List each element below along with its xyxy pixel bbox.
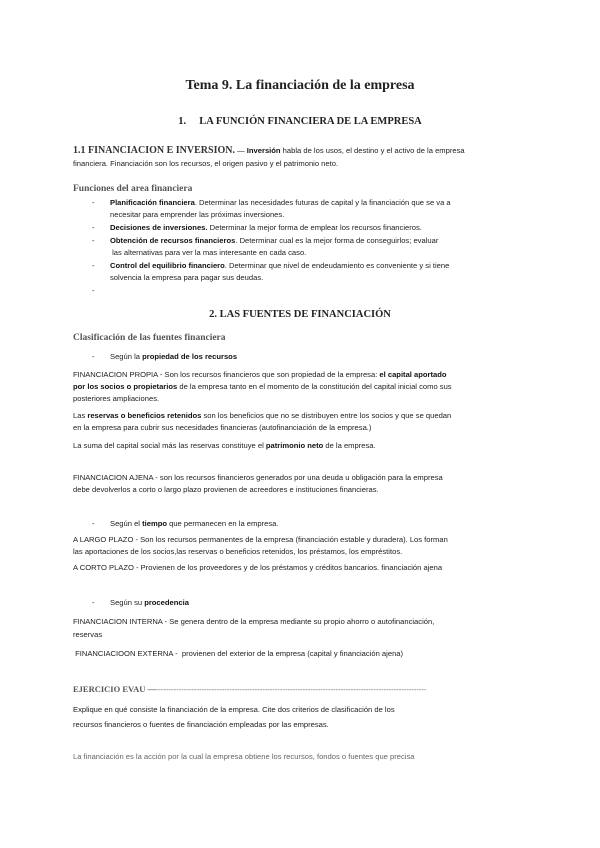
list-item-text: Determinar la mejor forma de emplear los recursos financieros.: [207, 223, 422, 232]
subsection-1-1-dash: —: [234, 146, 247, 155]
reservas-paragraph: [73, 410, 533, 421]
list-item-line2: solvencia la empresa para pagar sus deudas.: [110, 273, 264, 282]
financiacion-propia: [73, 369, 533, 380]
bullet-dash: -: [92, 236, 95, 245]
list-item-text: . Determinar cual es la mejor forma de conseguirlos; evaluar: [235, 236, 439, 245]
bullet-dash: -: [92, 198, 95, 207]
financiacion-ajena: [73, 472, 533, 483]
cp-text: - Provienen de los proveedores y de los préstamos y créditos bancarios. financiación ajena: [133, 563, 443, 572]
criterion-bold: propiedad de los recursos: [142, 352, 238, 361]
financiacion-interna-line2: reservas: [73, 630, 103, 639]
list-item-bold: Control del equilibrio financiero: [110, 261, 225, 270]
ejercicio-heading-line: [73, 684, 533, 695]
fa-label: FINANCIACION AJENA: [73, 473, 154, 482]
bullet-dash: -: [92, 261, 95, 270]
section-2-heading: 2. LAS FUENTES DE FINANCIACIÓN: [209, 309, 391, 320]
fa-text: - son los recursos financieros generados por una deuda u obligación para la empresa: [153, 473, 443, 482]
fe-label: FINANCIACIOON EXTERNA: [73, 649, 173, 658]
financiacion-interna: [73, 616, 533, 627]
list-item: [110, 260, 510, 271]
fe-text: - provienen del exterior de la empresa (capital y financiación ajena): [173, 649, 404, 658]
fi-text: - Se genera dentro de la empresa mediante su propio ahorro o autofinanciación,: [162, 617, 435, 626]
list-item: [110, 235, 510, 246]
fp-bold: el capital aportado: [379, 370, 447, 379]
res-text: son los beneficios que no se distribuyen entre los socios y que se quedan: [201, 411, 452, 420]
suma-pre: La suma del capital social más las reservas constituye el: [73, 441, 266, 450]
suma-bold: patrimonio neto: [265, 441, 324, 450]
list-item-bold: Planificación financiera: [110, 198, 195, 207]
ejercicio-rule: -----------------------------------------------------------------------------------------------------------: [155, 685, 427, 694]
list-item: [110, 222, 510, 233]
ejercicio-question-line2: recursos financieros o fuentes de financiación empleadas por las empresas.: [73, 720, 329, 729]
list-item-bold: Decisiones de inversiones.: [110, 223, 208, 232]
criterion-propiedad: [110, 351, 510, 362]
criterion-bold: tiempo: [142, 519, 167, 528]
fp-label: FINANCIACION PROPIA: [73, 370, 158, 379]
bullet-dash: -: [92, 598, 95, 607]
fi-label: FINANCIACION INTERNA: [73, 617, 163, 626]
clasificacion-heading: Clasificación de las fuentes financiera: [73, 333, 226, 343]
lp-text: - Son los recursos permanentes de la empresa (financiación estable y duradera). Los forman: [133, 535, 448, 544]
list-item-line2: las alternativas para ver la mas interesante en cada caso.: [110, 248, 307, 257]
inversion-term: Inversión: [246, 146, 281, 155]
list-item: [110, 197, 510, 208]
fp-bold2: por los socios o propietarios: [73, 382, 178, 391]
res-pre: Las: [73, 411, 88, 420]
financiacion-ajena-line2: debe devolverlos a corto o largo plazo provienen de acreedores e instituciones financieras.: [73, 485, 379, 494]
ejercicio-heading: EJERCICIO EVAU —: [73, 684, 156, 694]
empty-bullet: -: [92, 286, 95, 295]
list-item-text: . Determinar las necesidades futuras de capital y la financiación que se va a: [194, 198, 451, 207]
lp-label: A LARGO PLAZO: [73, 535, 134, 544]
largo-plazo: [73, 534, 533, 545]
bullet-dash: -: [92, 223, 95, 232]
criterion-tiempo: [110, 518, 510, 529]
corto-plazo: [73, 562, 533, 573]
bullet-dash: -: [92, 519, 95, 528]
section-1-heading: [0, 115, 600, 128]
list-item-bold: Obtención de recursos financieros: [110, 236, 236, 245]
funciones-heading: Funciones del area financiera: [73, 184, 193, 194]
criterion-text: Según su: [110, 598, 145, 607]
list-item-text: . Determinar que nivel de endeudamiento es conveniente y si tiene: [224, 261, 450, 270]
criterion-text: Según la: [110, 352, 143, 361]
subsection-1-1-text1: habla de los usos, el destino y el activo de la empresa: [280, 146, 465, 155]
bullet-dash: -: [92, 352, 95, 361]
ejercicio-answer: La financiación es la acción por la cual la empresa obtiene los recursos, fondos o fuentes que precisa: [73, 752, 415, 761]
ejercicio-question-line1: Explique en qué consiste la financiación de la empresa. Cite dos criterios de clasificación de los: [73, 705, 395, 714]
fp-text: - Son los recursos financieros que son propiedad de la empresa:: [157, 370, 380, 379]
res-bold: reservas o beneficios retenidos: [87, 411, 202, 420]
financiacion-propia-line3: posteriores ampliaciones.: [73, 394, 160, 403]
subsection-1-1-label: 1.1 FINANCIACION E INVERSION.: [73, 145, 235, 156]
criterion-bold: procedencia: [144, 598, 189, 607]
patrimonio-paragraph: [73, 440, 533, 451]
reservas-line2: en la empresa para cubrir sus necesidades financieras (autofinanciación de la empresa.): [73, 423, 372, 432]
list-item-line2: necesitar para emprender las próximas inversiones.: [110, 210, 285, 219]
section-1-title: LA FUNCIÓN FINANCIERA DE LA EMPRESA: [199, 116, 422, 127]
page-title: Tema 9. La financiación de la empresa: [185, 78, 415, 93]
financiacion-externa: [73, 648, 533, 659]
financiacion-propia-line2: [73, 381, 533, 392]
suma-post: de la empresa.: [323, 441, 376, 450]
criterion-text: Según el: [110, 519, 143, 528]
subsection-1-1-line2: financiera. Financiación son los recursos, el origen pasivo y el patrimonio neto.: [73, 159, 339, 168]
criterion-procedencia: [110, 597, 510, 608]
cp-label: A CORTO PLAZO: [73, 563, 134, 572]
fp-text2: de la empresa tanto en el momento de la constitución del capital inicial como sus: [177, 382, 452, 391]
section-1-number: 1.: [178, 116, 187, 127]
criterion-post: que permanecen en la empresa.: [167, 519, 279, 528]
largo-plazo-line2: las aportaciones de los socios,las reservas o beneficios retenidos, los préstamos, los empréstitos.: [73, 547, 403, 556]
subsection-1-1: [73, 145, 533, 156]
